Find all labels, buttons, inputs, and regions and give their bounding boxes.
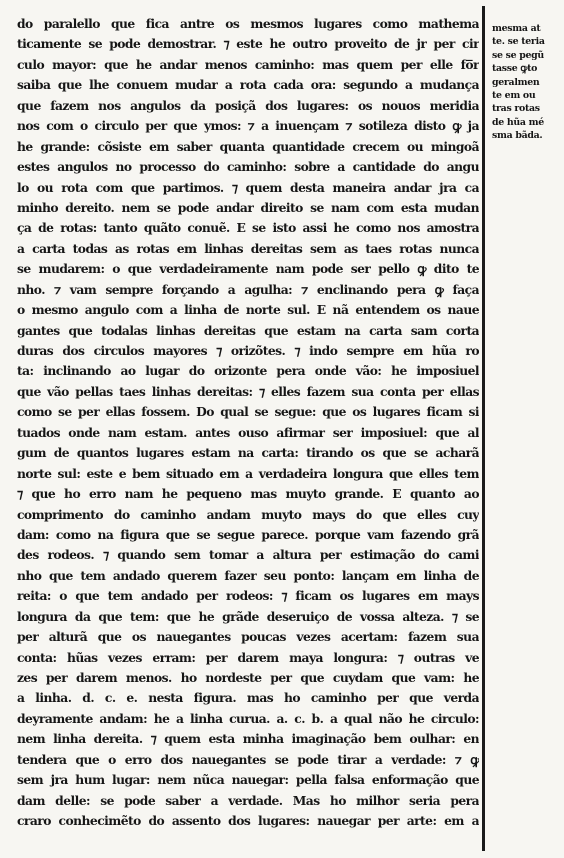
text-line: gantes que todalas linhas dereitas que estam na carta sam corta xyxy=(17,322,479,338)
text-line: dam delle: se pode saber a verdade. Mas ho milhor seria pera xyxy=(17,792,479,808)
text-line: ticamente se pode demostrar. ⁊ este he outro proveito de jr per cir xyxy=(17,36,479,52)
text-line: ça de rotas: tanto quãto conuẽ. E se isto assi he como nos amostra xyxy=(17,220,479,236)
text-line: lo ou rota com que partimos. ⁊ quem desta maneira andar jra ca xyxy=(17,179,479,195)
marginal-note-column xyxy=(492,22,558,143)
text-line: gum de quantos lugares estam na carta: tirando os que se acharã xyxy=(17,445,479,461)
text-line: he grande: cõsiste em saber quanta quantidade crecem ou mingoã xyxy=(17,138,479,154)
text-line: estes angulos no processo do caminho: sobre a cantidade do angu xyxy=(17,159,479,175)
text-line: ⁊ que ho erro nam he pequeno mas muyto grande. E quanto ao xyxy=(17,486,479,502)
text-line: do paralello que fica antre os mesmos lugares como mathema xyxy=(17,16,479,31)
text-line: culo mayor: que he andar menos caminho: mas quem per elle fo̅r xyxy=(17,56,479,72)
marginal-note-line: te em ou xyxy=(492,89,536,101)
text-line: que vão pellas taes linhas dereitas: ⁊ elles fazem sua conta per ellas xyxy=(17,383,479,399)
text-line: zes per darem menos. ho nordeste per que cuydam que vam: he xyxy=(17,670,479,685)
marginal-note-line: te. se teria xyxy=(492,36,545,48)
column-divider-rule xyxy=(482,6,485,851)
text-line: ta: inclinando ao lugar do orizonte pera onde vão: he imposiuel xyxy=(17,363,479,379)
text-line: nem linha dereita. ⁊ quem esta minha imaginação bem oulhar: en xyxy=(17,731,479,747)
marginal-note-line: tasse ꝙto xyxy=(492,63,538,75)
text-line: comprimento do caminho andam muyto mays do que elles cuy xyxy=(17,506,479,522)
text-line: dam: como na figura que se segue parece. porque vam fazendo grã xyxy=(17,526,479,542)
text-line: per alturã que os nauegantes poucas vezes acertam: fazem sua xyxy=(17,629,479,645)
marginal-note-line: se se pegũ xyxy=(492,49,544,61)
text-line: que fazem nos angulos da posiçã dos lugares: os nouos meridia xyxy=(17,97,479,113)
main-text-column xyxy=(17,14,479,834)
text-line: duras dos circulos mayores ⁊ orizõtes. ⁊ indo sempre em hũa ro xyxy=(17,343,479,358)
text-line: sem jra hum lugar: nem nũca nauegar: pella falsa enformação que xyxy=(17,772,479,788)
text-line: como se per ellas fossem. Do qual se segue: que os lugares ficam si xyxy=(17,404,479,420)
text-line: longura da que tem: que he grãde deseruiço de vossa alteza. ⁊ se xyxy=(17,608,479,624)
marginal-note-line: mesma at xyxy=(492,23,541,34)
text-line: nho. ⁊ vam sempre forçando a agulha: ⁊ enclinando pera ꝙ faça xyxy=(17,281,479,297)
marginal-note-line: geralmen xyxy=(492,76,540,88)
marginal-note-line: sma bãda. xyxy=(492,130,543,142)
text-line: tendera que o erro dos nauegantes se pode tirar a verdade: ⁊ ꝙ xyxy=(17,751,479,767)
text-line: craro conhecimẽto do assento dos lugares: nauegar per arte: em a xyxy=(17,813,479,829)
marginal-note-line: tras rotas xyxy=(492,103,540,115)
text-line: nos com o circulo per que ymos: ⁊ a inuençam ⁊ sotileza disto ꝙ ja xyxy=(17,118,479,134)
text-line: nho que tem andado querem fazer seu ponto: lançam em linha de xyxy=(17,567,479,583)
text-line: a carta todas as rotas em linhas dereitas sem as taes rotas nunca xyxy=(17,240,479,256)
marginal-note-line: de hũa mé xyxy=(492,116,544,128)
text-line: tuados onde nam estam. antes ouso afirmar ser imposiuel: que al xyxy=(17,424,479,440)
text-line: se mudarem: o que verdadeiramente nam pode ser pello ꝙ dito te xyxy=(17,261,479,277)
text-line: saiba que lhe conuem mudar a rota cada ora: segundo a mudança xyxy=(17,77,479,93)
text-line: o mesmo angulo com a linha de norte sul. E nã entendem os naue xyxy=(17,302,479,318)
text-line: reita: o que tem andado per rodeos: ⁊ ficam os lugares em mays xyxy=(17,588,479,604)
text-line: norte sul: este e bem situado em a verdadeira longura que elles tem xyxy=(17,465,479,481)
text-line: des rodeos. ⁊ quando sem tomar a altura per estimação do cami xyxy=(17,547,479,563)
text-line: deyramente andam: he a linha curua. a. c. b. a qual não he circulo: xyxy=(17,710,479,726)
text-line: minho dereito. nem se pode andar direito se nam com esta mudan xyxy=(17,199,479,215)
text-line: conta: hũas vezes erram: per darem maya longura: ⁊ outras ve xyxy=(17,649,479,665)
text-line: a linha. d. c. e. nesta figura. mas ho caminho per que verda xyxy=(17,690,479,706)
